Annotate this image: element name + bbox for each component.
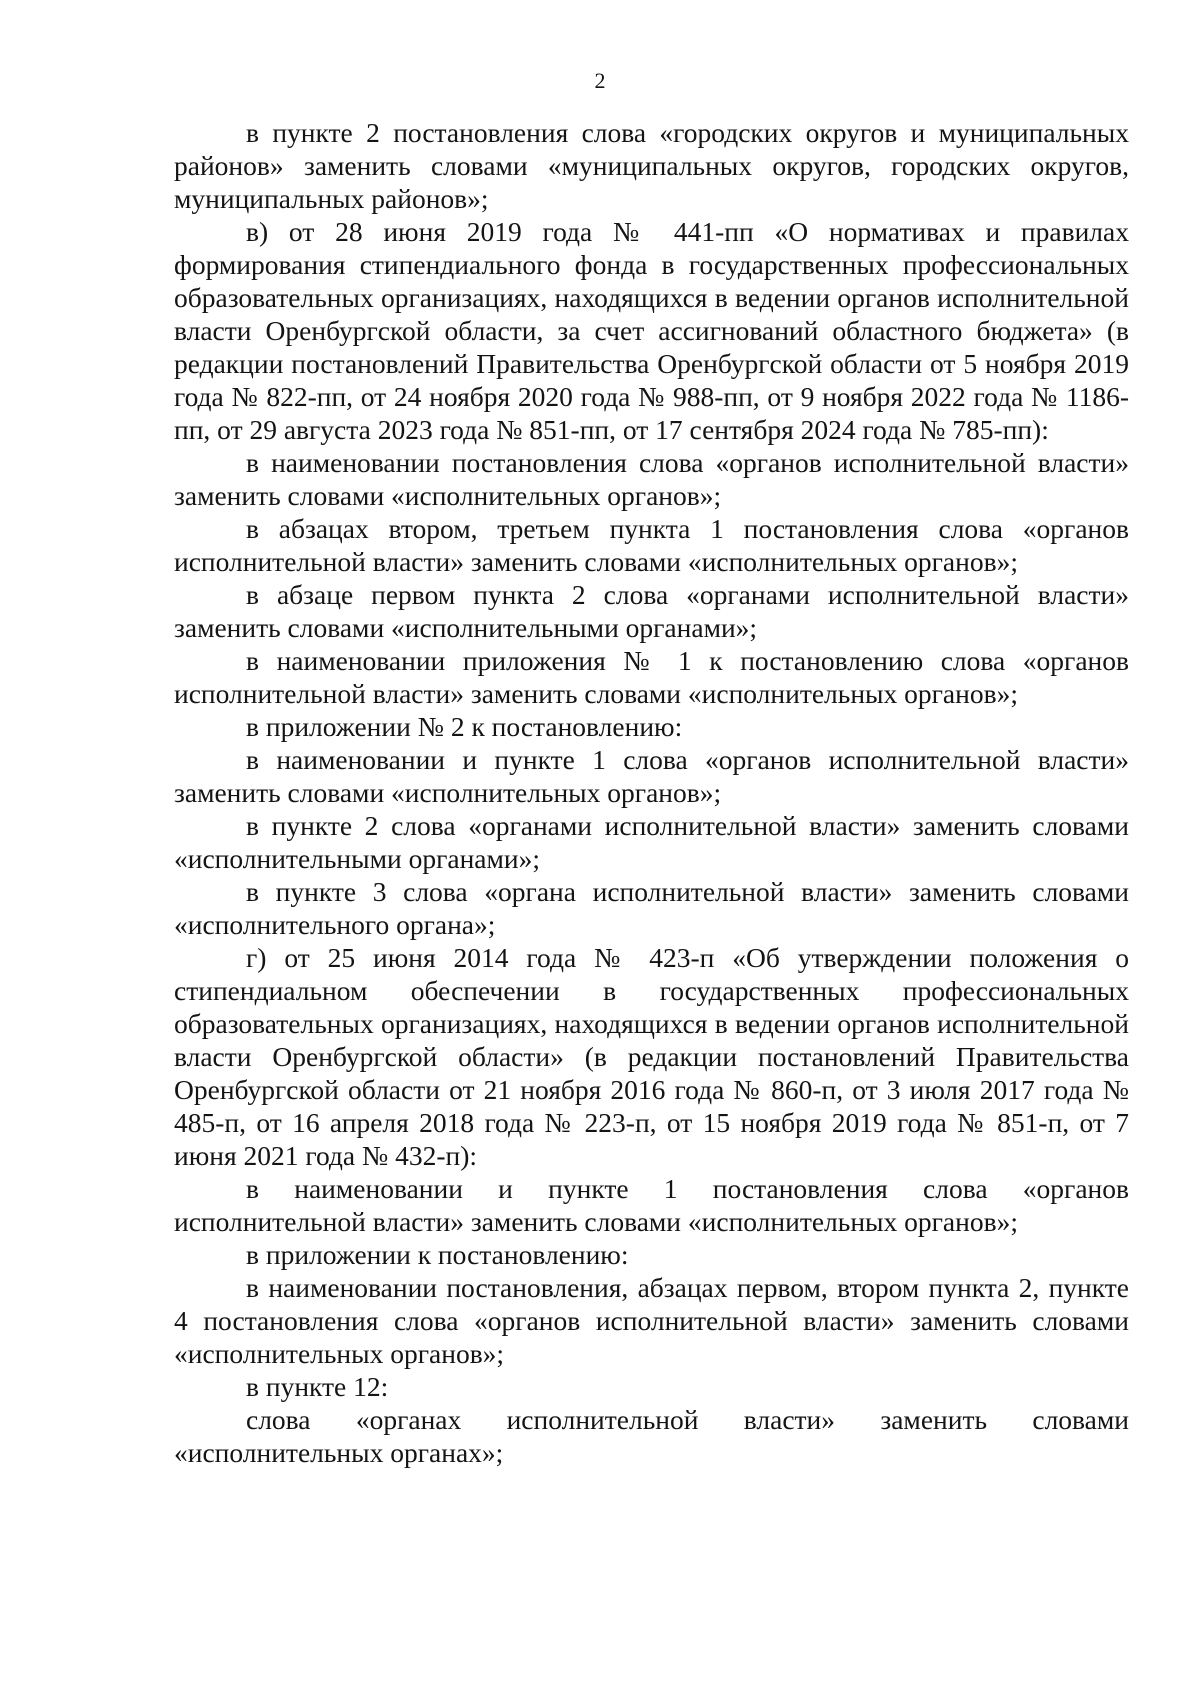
paragraph: в пункте 3 слова «органа исполнительной власти» заменить словами «исполнительного органа»; [174,876,1129,940]
paragraph: в пункте 12: [246,1371,389,1402]
paragraph: в) от 28 июня 2019 года № 441-пп «О нормативах и правилах формирования стипендиального фонда в государственных профессиональных образовательных организациях, находящихся в ведении органов исполнительной власти Оренбургской области, за счет ассигнований областного бюджета» (в редакции постановлений Правительства Оренбургской области от 5 ноября 2019 года № 822-пп, от 24 ноября 2020 года № 988-пп, от 9 ноября 2022 года № 1186-пп, от 29 августа 2023 года № 851-пп, от 17 сентября 2024 года № 785-пп): [174,216,1129,445]
paragraph: в наименовании приложения № 1 к постановлению слова «органов исполнительной власти» заменить словами «исполнительных органов»; [174,645,1129,709]
paragraph: г) от 25 июня 2014 года № 423-п «Об утверждении положения о стипендиальном обеспечении в государственных профессиональных образовательных организациях, находящихся в ведении органов исполнительной власти Оренбургской области» (в редакции постановлений Правительства Оренбургской области от 21 ноября 2016 года № 860-п, от 3 июля 2017 года № 485-п, от 16 апреля 2018 года № 223-п, от 15 ноября 2019 года № 851-п, от 7 июня 2021 года № 432-п): [174,942,1129,1171]
paragraph: в абзаце первом пункта 2 слова «органами исполнительной власти» заменить словами «исполнительными органами»; [174,579,1129,643]
paragraph: слова «органах исполнительной власти» заменить словами «исполнительных органах»; [174,1404,1129,1468]
paragraph: в приложении № 2 к постановлению: [246,711,683,742]
page-number: 2 [594,68,606,93]
paragraph: в наименовании постановления, абзацах первом, втором пункта 2, пункте 4 постановления слова «органов исполнительной власти» заменить словами «исполнительных органов»; [174,1272,1129,1369]
paragraph: в наименовании постановления слова «органов исполнительной власти» заменить словами «исполнительных органов»; [174,447,1129,511]
paragraph: в наименовании и пункте 1 слова «органов исполнительной власти» заменить словами «исполнительных органов»; [174,744,1129,808]
paragraph: в наименовании и пункте 1 постановления слова «органов исполнительной власти» заменить словами «исполнительных органов»; [174,1173,1129,1237]
paragraph: в абзацах втором, третьем пункта 1 постановления слова «органов исполнительной власти» заменить словами «исполнительных органов»; [174,513,1129,577]
paragraph: в пункте 2 слова «органами исполнительной власти» заменить словами «исполнительными органами»; [174,810,1129,874]
paragraph: в пункте 2 постановления слова «городских округов и муниципальных районов» заменить словами «муниципальных округов, городских округов, муниципальных районов»; [174,117,1129,214]
document-body [174,116,1129,1469]
paragraph: в приложении к постановлению: [246,1239,629,1270]
